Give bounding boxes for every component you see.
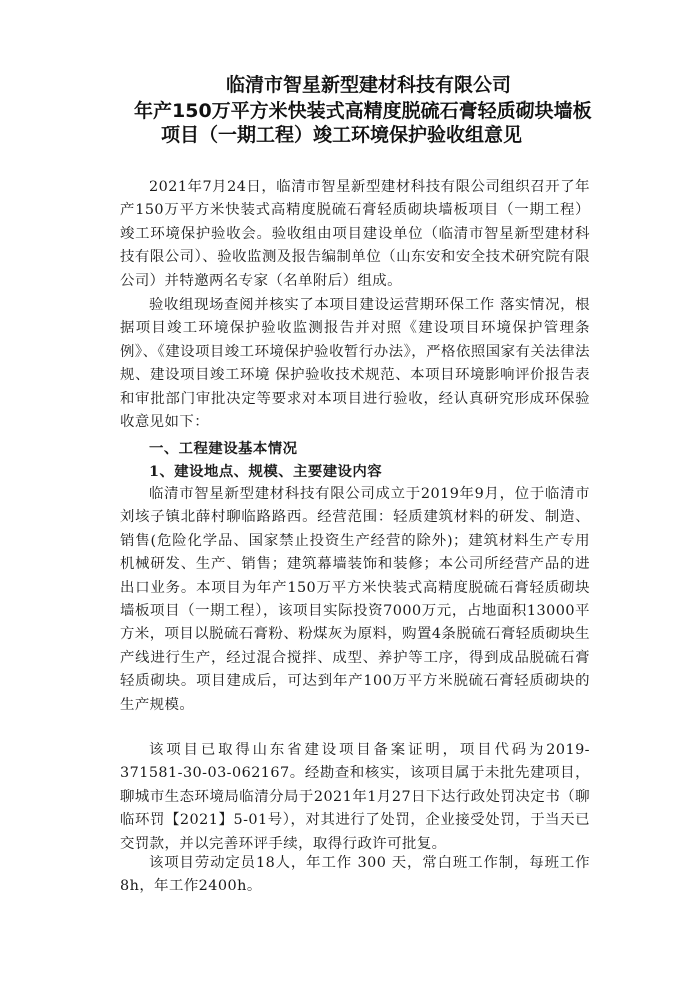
document-title-project: 年产150万平方米快装式高精度脱硫石膏轻质砌块墙板 [134,100,592,122]
paragraph-staffing: 该项目劳动定员18人，年工作 300 天，常白班工作制，每班工作8h，年工作2400h。 [120,855,590,895]
subsection-heading: 1、建设地点、规模、主要建设内容 [149,463,383,480]
paragraph-verification-basis: 验收组现场查阅并核实了本项目建设运营期环保工作 落实情况，根据项目竣工环境保护验收监测报告并对照《建设项目环境保护管理条例》、《建设项目竣工环境保护验收暂行办法》，严格依照国家有关法律法规、建设项目竣工环境 保护验收技术规范、本项目环境影响评价报告表和审批部门审批决定等要求对本项目进行验收，经认真研究形成环保验收意见如下： [120,297,590,431]
paragraph-company-project-info: 临清市智星新型建材科技有限公司成立于2019年9月，位于临清市刘垓子镇北薛村聊临路路西。经营范围：轻质建筑材料的研发、制造、销售(危险化学品、国家禁止投资生产经营的除外)；建筑材料生产专用机械研发、生产、销售；建筑幕墙装饰和装修；本公司所经营产品的进出口业务。本项目为年产150万平方米快装式高精度脱硫石膏轻质砌块墙板项目（一期工程），该项目实际投资7000万元，占地面积13000平方米，项目以脱硫石膏粉、粉煤灰为原料，购置4条脱硫石膏轻质砌块生产线进行生产，经过混合搅拌、成型、养护等工序，得到成品脱硫石膏轻质砌块。项目建成后，可达到年产100万平方米脱硫石膏轻质砌块的生产规模。 [120,486,590,713]
document-title-company: 临清市智星新型建材科技有限公司 [226,74,512,96]
paragraph-filing-penalty: 该项目已取得山东省建设项目备案证明，项目代码为2019-371581-30-03-062167。经勘查和核实，该项目属于未批先建项目，聊城市生态环境局临清分局于2021年1月27日下达行政处罚决定书（聊临环罚【2021】5-01号），对其进行了处罚，企业接受处罚，于当天已交罚款，并以完善环评手续，取得行政许可批复。 [120,742,590,852]
paragraph-meeting-overview: 2021年7月24日，临清市智星新型建材科技有限公司组织召开了年产150万平方米快装式高精度脱硫石膏轻质砌块墙板项目（一期工程）竣工环境保护验收会。验收组由项目建设单位（临清市智星新型建材科技有限公司）、验收监测及报告编制单位（山东安和安全技术研究院有限公司）并特邀两名专家（名单附后）组成。 [120,179,590,289]
document-title-subject: 项目（一期工程）竣工环境保护验收组意见 [161,124,523,146]
section-heading: 一、工程建设基本情况 [149,440,298,457]
